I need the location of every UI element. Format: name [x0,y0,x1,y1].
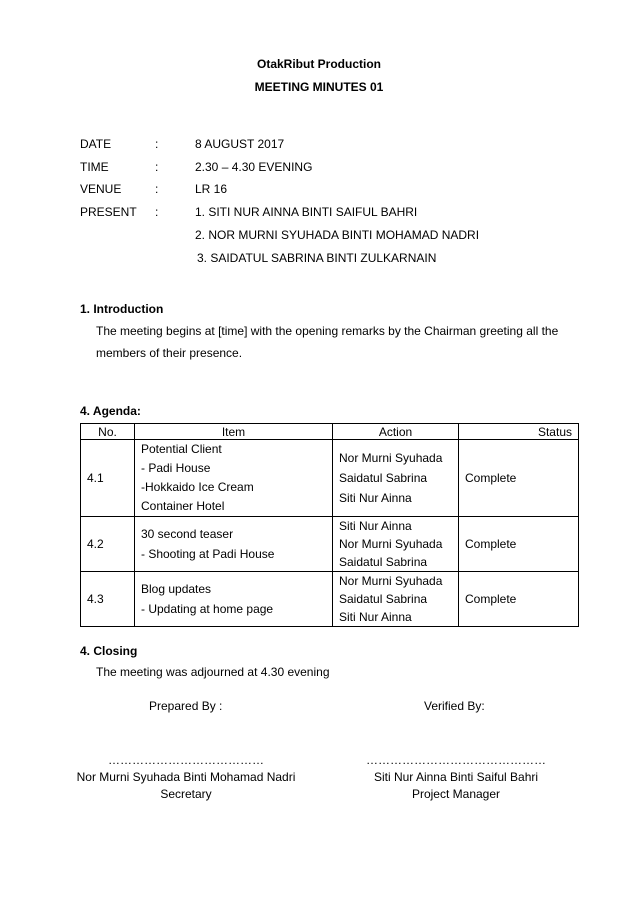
verified-signature-block [316,752,596,803]
prepared-by-label: Prepared By : [149,699,223,713]
detail-label: VENUE [80,182,122,196]
signatory-name: Siti Nur Ainna Binti Saiful Bahri [373,770,539,784]
detail-separator: : [155,137,159,151]
row-action [333,517,459,572]
introduction-text-line-1: The meeting begins at [time] with the opening remarks by the Chairman greeting all the [96,324,559,338]
row-action [333,572,459,627]
company-name: OtakRibut Production [257,57,381,71]
action-line: Siti Nur Ainna [339,491,412,505]
detail-value: LR 16 [195,182,228,196]
action-line: Siti Nur Ainna [339,518,412,533]
agenda-table [80,423,579,627]
row-number: 4.1 [81,440,135,517]
column-header-status: Status [459,424,579,440]
item-line: Container Hotel [141,499,225,513]
column-header-action: Action [333,424,459,440]
row-item [135,440,333,517]
item-line: 30 second teaser [141,527,234,541]
present-member: 3. SAIDATUL SABRINA BINTI ZULKARNAIN [197,251,437,265]
table-row [81,572,579,627]
detail-separator: : [155,205,159,219]
column-header-item: Item [135,424,333,440]
row-status: Complete [459,440,579,517]
closing-heading: 4. Closing [80,644,138,658]
row-number: 4.2 [81,517,135,572]
column-header-no: No. [81,424,135,440]
verified-by-label: Verified By: [424,699,485,713]
action-line: Saidatul Sabrina [339,471,428,485]
action-line: Saidatul Sabrina [339,554,428,569]
signatory-role: Project Manager [411,787,501,801]
item-line: Potential Client [141,442,222,456]
item-line: -Hokkaido Ice Cream [141,480,254,494]
detail-value: 2.30 – 4.30 EVENING [195,160,313,174]
item-line: - Padi House [141,461,211,475]
signatory-name: Nor Murni Syuhada Binti Mohamad Nadri [76,770,296,784]
detail-value: 8 AUGUST 2017 [195,137,285,151]
item-line: - Updating at home page [141,602,274,616]
row-status: Complete [459,572,579,627]
detail-label: DATE [80,137,112,151]
present-member: 2. NOR MURNI SYUHADA BINTI MOHAMAD NADRI [195,228,480,242]
document-title: MEETING MINUTES 01 [254,80,384,94]
closing-text: The meeting was adjourned at 4.30 evening [96,665,330,679]
detail-separator: : [155,182,159,196]
action-line: Saidatul Sabrina [339,591,428,606]
row-number: 4.3 [81,572,135,627]
action-line: Nor Murni Syuhada [339,573,443,588]
signature-line: ………………………………… [108,753,264,767]
signatory-role: Secretary [160,787,212,801]
action-line: Siti Nur Ainna [339,609,412,624]
row-item [135,517,333,572]
signature-line: ……………………………………… [366,753,546,767]
detail-label: PRESENT [80,205,137,219]
detail-separator: : [155,160,159,174]
prepared-signature-block [46,752,326,803]
present-member: 1. SITI NUR AINNA BINTI SAIFUL BAHRI [195,205,418,219]
detail-label: TIME [80,160,109,174]
table-row [81,440,579,517]
action-line: Nor Murni Syuhada [339,451,443,465]
introduction-heading: 1. Introduction [80,302,164,316]
action-line: Nor Murni Syuhada [339,536,443,551]
item-line: - Shooting at Padi House [141,547,275,561]
agenda-heading: 4. Agenda: [80,404,141,418]
row-action [333,440,459,517]
row-item [135,572,333,627]
table-row [81,517,579,572]
item-line: Blog updates [141,582,212,596]
row-status: Complete [459,517,579,572]
introduction-text-line-2: members of their presence. [96,346,243,360]
agenda-header-row [81,424,579,440]
